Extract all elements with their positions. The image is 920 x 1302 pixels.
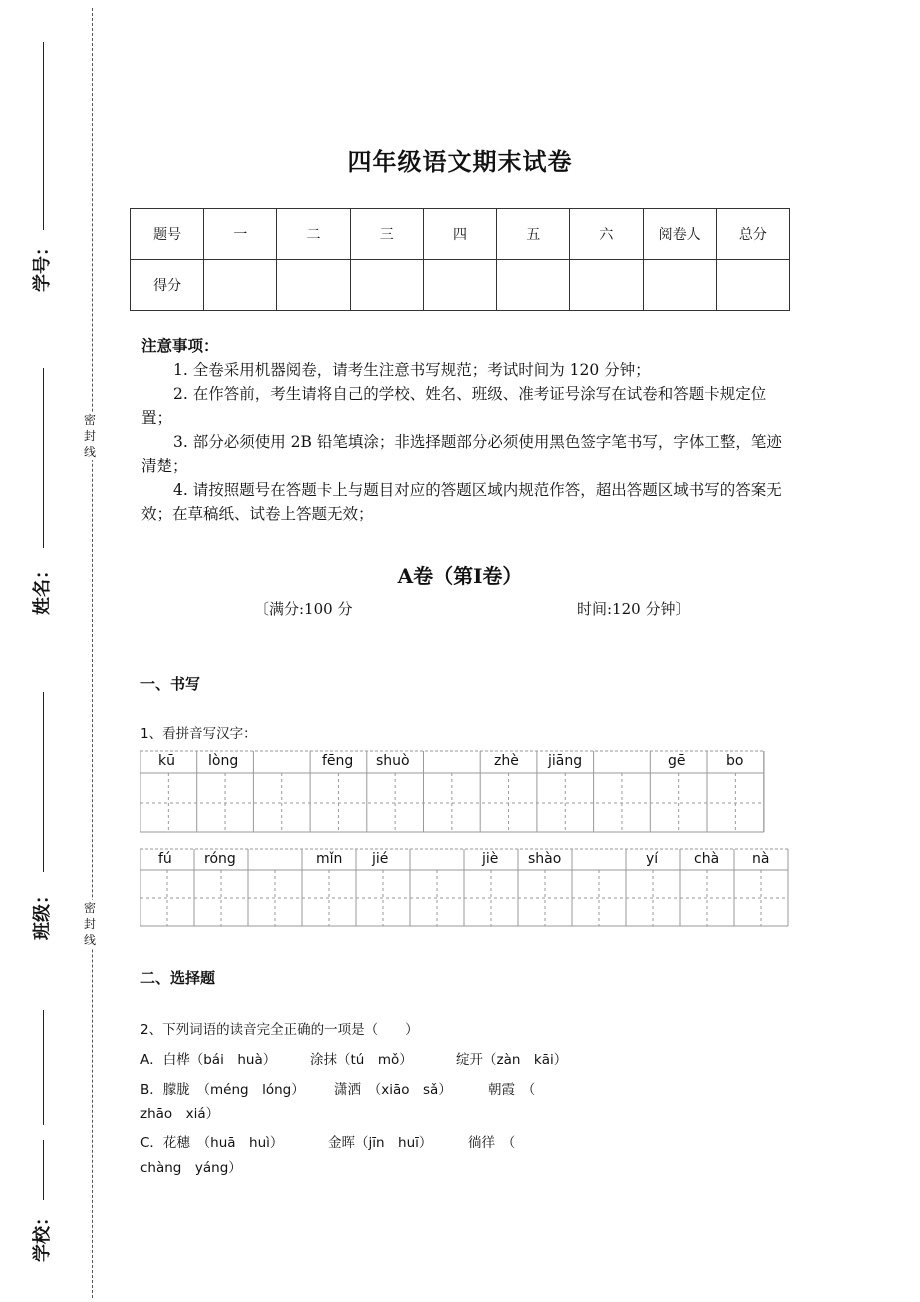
score-cell[interactable] <box>350 260 423 311</box>
score-cell[interactable] <box>277 260 350 311</box>
option-b-continued: zhāo xiá） <box>140 1106 220 1122</box>
student-id-line <box>43 42 44 230</box>
note-item: 3. 部分必须使用 2B 铅笔填涂；非选择题部分必须使用黑色签字笔书写，字体工整，笔迹清楚； <box>141 433 782 475</box>
section-2-title: 二、选择题 <box>140 969 216 987</box>
score-cell[interactable] <box>643 260 716 311</box>
full-score: 〔满分:100 分 <box>254 600 353 618</box>
pinyin: zhè <box>494 753 519 769</box>
score-cell[interactable] <box>570 260 643 311</box>
name-label: 姓名： <box>32 561 53 615</box>
score-cell[interactable] <box>716 260 789 311</box>
pinyin: yí <box>646 851 659 867</box>
option-c-continued: chàng yáng） <box>140 1160 242 1176</box>
score-row-label: 得分 <box>131 260 204 311</box>
school-line-1 <box>43 1010 44 1125</box>
option-a-part: A．白桦（bái huà） <box>140 1052 277 1068</box>
option-a[interactable] <box>140 1048 567 1068</box>
header-cell: 六 <box>570 209 643 260</box>
header-cell: 四 <box>423 209 496 260</box>
question-1: 1、看拼音写汉字： <box>140 726 257 742</box>
pinyin: nà <box>752 851 770 867</box>
header-cell: 总分 <box>716 209 789 260</box>
pinyin: jié <box>372 851 389 867</box>
pinyin: gē <box>668 753 686 769</box>
pinyin: shuò <box>376 753 410 769</box>
score-cell[interactable] <box>497 260 570 311</box>
pinyin: fēng <box>322 753 354 769</box>
score-table <box>130 208 790 311</box>
pinyin: róng <box>204 851 236 867</box>
exam-time: 时间:120 分钟〕 <box>577 600 691 618</box>
header-cell: 三 <box>350 209 423 260</box>
option-b-part: 潇洒 （xiāo sǎ） <box>334 1082 452 1098</box>
score-table-score-row <box>131 260 790 311</box>
note-item: 4. 请按照题号在答题卡上与题目对应的答题区域内规范作答，超出答题区域书写的答案无效；在草稿纸、试卷上答题无效； <box>141 481 782 523</box>
note-item: 2. 在作答前，考生请将自己的学校、姓名、班级、准考证号涂写在试卷和答题卡规定位置； <box>141 385 767 427</box>
name-line <box>43 368 44 548</box>
pinyin: fú <box>158 851 172 867</box>
pinyin: kū <box>158 753 175 769</box>
question-2: 2、下列词语的读音完全正确的一项是（ ） <box>140 1022 419 1038</box>
header-cell: 题号 <box>131 209 204 260</box>
pinyin: shào <box>528 851 562 867</box>
exam-title: 四年级语文期末试卷 <box>347 147 573 176</box>
notes-heading: 注意事项： <box>141 336 219 355</box>
score-cell[interactable] <box>423 260 496 311</box>
pinyin: mǐn <box>316 851 343 867</box>
option-b-part: B．朦胧 （méng lóng） <box>140 1082 305 1098</box>
option-c[interactable] <box>140 1131 515 1151</box>
option-a-part: 涂抹（tú mǒ） <box>310 1052 413 1068</box>
header-cell: 二 <box>277 209 350 260</box>
writing-grid-2[interactable] <box>140 848 790 930</box>
binding-dashed-line <box>92 8 93 1298</box>
seal-text-bottom: 密封线 <box>83 901 96 947</box>
option-c-part: 金晖（jīn huī） <box>328 1135 433 1151</box>
writing-grid-1[interactable] <box>140 750 766 834</box>
header-cell: 阅卷人 <box>643 209 716 260</box>
section-1-title: 一、书写 <box>140 675 201 693</box>
header-cell: 一 <box>204 209 277 260</box>
exam-notes <box>141 334 786 526</box>
paper-a-title: A卷（第Ⅰ卷） <box>397 564 523 588</box>
pinyin: jiè <box>482 851 499 867</box>
class-label: 班级： <box>32 886 53 940</box>
option-a-part: 绽开（zàn kāi） <box>456 1052 568 1068</box>
pinyin: lòng <box>208 753 239 769</box>
pinyin: bo <box>726 753 744 769</box>
seal-text-top: 密封线 <box>83 413 96 459</box>
pinyin: jiāng <box>548 753 583 769</box>
score-cell[interactable] <box>204 260 277 311</box>
school-label: 学校： <box>32 1208 53 1262</box>
student-id-label: 学号： <box>32 238 53 292</box>
school-line-2 <box>43 1140 44 1200</box>
option-b[interactable] <box>140 1078 535 1098</box>
score-table-header-row <box>131 209 790 260</box>
option-c-part: 徜徉 （ <box>468 1135 516 1151</box>
header-cell: 五 <box>497 209 570 260</box>
pinyin: chà <box>694 851 720 867</box>
class-line <box>43 692 44 872</box>
option-b-part: 朝霞 （ <box>488 1082 536 1098</box>
note-item: 1. 全卷采用机器阅卷，请考生注意书写规范；考试时间为 120 分钟； <box>173 361 651 379</box>
option-c-part: C．花穗 （huā huì） <box>140 1135 284 1151</box>
